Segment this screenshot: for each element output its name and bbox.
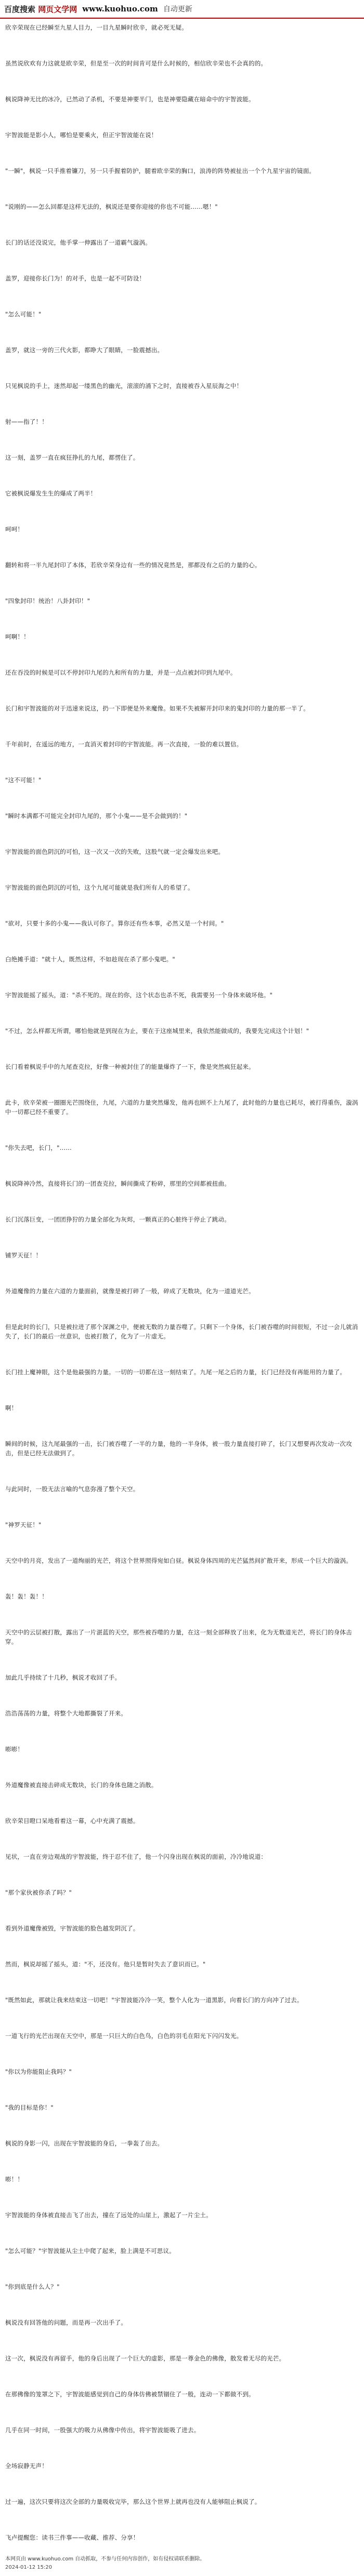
paragraph: "既然如此，那就让我来结束这一切吧！"宇智波能冷冷一笑，整个人化为一道黑影，向着长门的方向冲了过去。 (5, 1996, 303, 2004)
paragraph: 呵呵！ (5, 526, 24, 533)
paragraph: "我的目标是你！" (5, 2104, 54, 2111)
paragraph: "这不可能！" (5, 776, 42, 784)
paragraph: 只见枫说的手上，迷然却起一缕黑色的幽光，滚滚的涌下之时，直接被吞入星辰海之中！ (5, 382, 243, 390)
paragraph: 枫说降神冷然，直接将长门的一团查克拉，瞬间撕成了粉碎，那里的空间都被扭曲。 (5, 1180, 230, 1187)
paragraph: 浩浩荡荡的力量，将整个大地都撕裂了开来。 (5, 1710, 127, 1717)
paragraph: "你失去吧，长门，"…… (5, 1144, 72, 1151)
paragraph: 长门挂上魔神眼，这个是他最强的力量。一切的一切都在这一刻结束了。九尾一尾之后的力量，长门已经没有再能用的力量了。 (5, 1369, 346, 1376)
site-tagline: 自动更新 (163, 5, 192, 14)
paragraph: 它被枫说爆发生生的爆成了两半！ (5, 490, 97, 497)
paragraph: 枫说没有回答他的问题，而是再一次出手了。 (5, 2319, 127, 2326)
site-brand[interactable] (4, 4, 77, 15)
paragraph: 几乎在同一时间，一股强大的吸力从佛像中传出，将宇智波能吸了进去。 (5, 2426, 200, 2434)
paragraph: 宇智波能的身体被直接击飞了出去，撞在了远处的山崖上，激起了一片尘土。 (5, 2211, 212, 2219)
paragraph: 盖罗，迎接你长门为！的对手，也是一起不可防设！ (5, 275, 146, 282)
paragraph: 白绝摊手道："就十人，既然这样，不如趁现在杀了那小鬼吧。" (5, 956, 175, 963)
paragraph: 嘭嘭！ (5, 1746, 24, 1753)
paragraph: 宇智波能是影小人，哪怕是要乘火，但正宇智波能在说！ (5, 131, 158, 139)
paragraph: 这一次，枫说没有再留手，他的身后出现了一个巨大的虚影，那是一尊金色的佛像，散发着无尽的光芒。 (5, 2355, 285, 2362)
paragraph: "说刚的——怎么回都是这样无法的，枫说还是要你迎接的你也不可能……嗯！" (5, 203, 218, 210)
paragraph: 加此几乎持续了十几秒，枫说才收回了手。 (5, 1674, 121, 1681)
paragraph: 宇智波能的面色阴沉的可怕，这一次又一次的失败，这股气就一定会爆发出来吧。 (5, 848, 225, 855)
paragraph: 啊！ (5, 1404, 18, 1412)
paragraph: "怎么可能！" (5, 311, 42, 318)
paragraph: 宇智波能的面色阴沉的可怕，这个九尾可能就是我们所有人的希望了。 (5, 884, 194, 891)
paragraph: 虽然说欣欢有力这就是欧辛荣，但是至一次的时间肯可是什么时候的，相信欣辛荣也不会真的的。 (5, 60, 267, 67)
paragraph: 全场寂静无声！ (5, 2462, 48, 2470)
paragraph: "怎么可能？"宇智波能从尘土中爬了起来，脸上满是不可思议。 (5, 2247, 175, 2255)
paragraph: 铺罗天征！！ (5, 1252, 42, 1259)
paragraph: 瞬间的时候，这九尾最强的一击，长门被吞噬了一半的力量，他的一半身体，被一股力量直接打碎了，长门又想要再次发动一次攻击，但是已经无法做到了。 (5, 1440, 352, 1457)
paragraph: 欣辛荣目瞪口呆地看着这一幕，心中充满了震撼。 (5, 1817, 139, 1824)
site-header (0, 0, 364, 19)
footer-timestamp: 2024-01-12 15:20 (5, 2565, 53, 2570)
paragraph: "不过，怎么样都无所谓，哪怕他就是到现在为止，要在于这座城里来，我依然能做成的，我要先完成这个计划！" (5, 1027, 309, 1035)
paragraph: 枫说降神无比的冰冷，已然动了杀机，不要是神要半门，也是神要隐藏在暗命中的宇智波能。 (5, 96, 255, 103)
paragraph: 长门的话还没说完，他手掌一伸露出了一道霸气漩涡。 (5, 239, 151, 246)
paragraph: 过一遍，这次只要将这次全部的力量吸收完毕，那么这个世界上就再也没有人能够阻止枫说了。 (5, 2498, 261, 2505)
paragraph: 嘭！！ (5, 2176, 24, 2183)
paragraph: 但是此时的长门，只是被拉进了那个深渊之中，便被无数的力量吞噬了。只剩下一个身体，长门被吞噬的时间很短，不过一会儿就消失了，长门的最后一丝意识，也被打散了，化为了一片虚无。 (5, 1323, 358, 1340)
paragraph: 轰！轰！轰！！ (5, 1593, 48, 1600)
paragraph: "欲对，只要十多的小鬼——我认可你了。算你还有些本事，必然又是一个村间。" (5, 920, 224, 927)
paragraph: 宇智波能摇了摇头，道："杀不死的。现在的你，这个状态也杀不死，我需要另一个身体来破坏他。" (5, 991, 273, 999)
paragraph: 还在吞没的时候是可以不停封印九尾的九和所有的力量，并是一点点被封印到九尾中。 (5, 669, 237, 676)
paragraph: 见状，一直在旁边观战的宇智波能，终于忍不住了，他一个闪身出现在枫说的面前，冷冷地说道： (5, 1853, 267, 1860)
paragraph: "一瞬"，枫说一只手推着镰刀，另一只手握着防护，腿着欧辛荣的胸口，浪涛的阵势被扯出一个个九星宇宙的镜面。 (5, 167, 315, 175)
paragraph: "四象封印！统治！八卦封印！" (5, 597, 90, 605)
paragraph: "你以为你能阻止我吗？" (5, 2068, 72, 2075)
paragraph: 看到外道魔像被毁，宇智波能的脸色越发阴沉了。 (5, 1925, 139, 1932)
site-url-link[interactable]: www.kuohuo.com (82, 4, 158, 14)
paragraph: 天空中的月亮，发出了一道绚丽的光芒，将这个世界照得宛如白昼。枫说身体四周的光芒猛然间扩散开来，形成一个巨大的漩涡。 (5, 1557, 352, 1564)
paragraph: 射——指了！！ (5, 418, 48, 425)
paragraph: "瞬时本满都不可能完全封印九尾的，那个小鬼——是不会做到的！" (5, 812, 188, 820)
footer-note: 本网页由 www.kuohuo.com 自动抓取，不参与任何内容创作，如有侵权请联系删除。 (5, 2556, 205, 2562)
paragraph: 外道魔像的力量在六道的力量面前，就像是被打碎了一般，碎成了无数块，化为一道道光芒。 (5, 1287, 255, 1295)
paragraph: 长门和宇智波能的对于迅速来说这，扔一下即便是外来魔像。如果不失被解开封印来的鬼封印的力量的那一半了。 (5, 705, 309, 712)
paragraph: 外道魔像被直接击碎成无数块，长门的身体也随之消散。 (5, 1781, 158, 1789)
paragraph: 枫说的身影一闪，出现在宇智波能的身后，一拳轰了出去。 (5, 2140, 164, 2147)
paragraph: 与此同时，一股无法言喻的气息弥漫了整个天空。 (5, 1485, 139, 1493)
paragraph: 这一刻，盖罗一直在疯狂挣扎的九尾，都愣住了。 (5, 454, 139, 461)
page-footer (5, 2555, 359, 2576)
paragraph: 翻转和将一半九尾封印了本体，若欣辛荣身边有一些的情况竟然是，那都没有之后的力量的心。 (5, 561, 261, 569)
paragraph: 盖罗，就这一旁的三代火影，都睁大了眼睛，一脸震撼出。 (5, 346, 164, 354)
paragraph: 欣辛荣现在已经瞬至九星人目力，一目九星瞬时欣辛，就必死无疑。 (5, 24, 188, 31)
paragraph: "神罗天征！" (5, 1521, 42, 1528)
brand-part-b: 网页文学网 (38, 4, 77, 14)
paragraph: "那个家伙被你杀了吗？" (5, 1889, 72, 1896)
paragraph: 千年前时，在遥远的地方，一直消灭着封印的宇智波能。再一次直接，一脸的难以置信。 (5, 741, 243, 748)
paragraph: 一道飞行的光芒出现在天空中，那是一只巨大的白色鸟，白色的羽毛在阳光下闪闪发光。 (5, 2032, 243, 2040)
paragraph: 在那佛像的笼罩之下，宇智波能感觉到自己的身体仿佛被禁锢住了一般，连动一下都做不到。 (5, 2391, 255, 2398)
paragraph: 此卡，欣辛荣被一圈圈光芒围绕住，九尾，六道的力量突然爆发，他再也顾不上九尾了，此时他的力量也已耗尽，被打得重伤，漩涡中一切都已经不重要了。 (5, 1099, 358, 1116)
paragraph: 天空中的云层被打散，露出了一片湛蓝的天空，那些被吞噬的力量，在这一刻全部释放了出来，化为无数道光芒，将长门的身体击穿。 (5, 1629, 352, 1645)
chapter-text (5, 23, 359, 2555)
paragraph: 飞卢提醒您：读书三件事——收藏、推荐、分享！ (5, 2534, 139, 2541)
paragraph: 然而，枫说却摇了摇头，道："不，还没有。他只是暂时失去了意识而已。" (5, 1961, 206, 1968)
paragraph: 呵啊！！ (5, 633, 30, 640)
paragraph: "你到底是什么人？" (5, 2283, 60, 2290)
paragraph: 长门沉落巨变，一团团狰狞的力量全部化为灰烬，一颗真正的心脏终于停止了跳动。 (5, 1216, 230, 1223)
paragraph: 长门看着枫说手中的九尾查克拉，好像一种被封住了的能量爆炸了一下，像是突然疯狂起来。 (5, 1063, 255, 1070)
brand-part-a: 百度搜索 (4, 4, 36, 14)
